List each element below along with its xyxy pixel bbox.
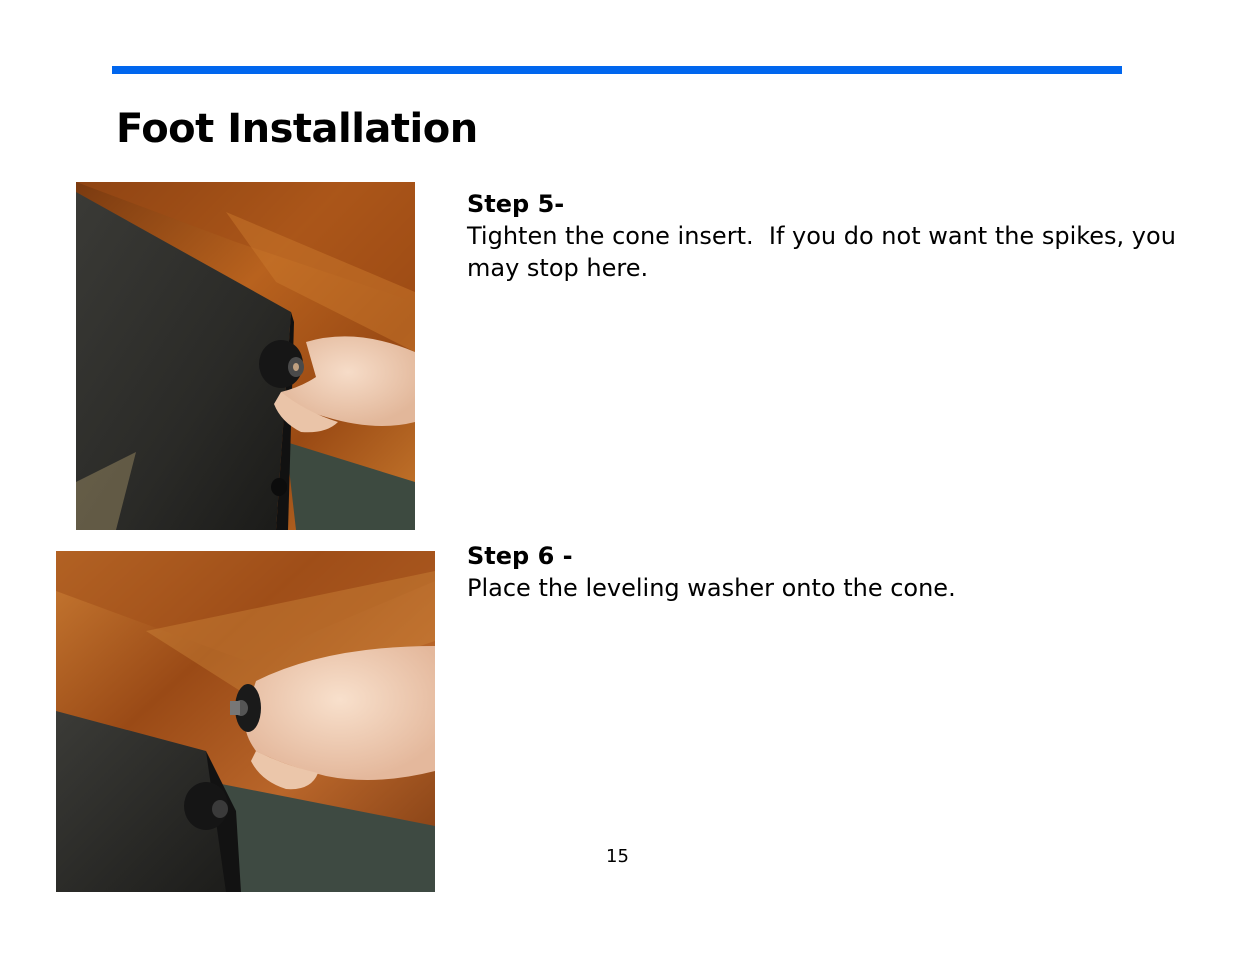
step-6-heading: Step 6 - <box>467 542 573 570</box>
page-title: Foot Installation <box>116 106 478 152</box>
hand-tightening-cone-photo <box>76 182 415 530</box>
step-5-block <box>467 188 1187 284</box>
step-5-heading: Step 5- <box>467 190 565 218</box>
step-5-text: Tighten the cone insert. If you do not want the spikes, you may stop here. <box>467 222 1184 282</box>
step-6-block <box>467 540 1187 604</box>
step-6-photo <box>56 551 435 892</box>
header-rule <box>112 66 1122 74</box>
page-number: 15 <box>606 846 629 867</box>
hand-holding-washer-photo <box>56 551 435 892</box>
step-6-text: Place the leveling washer onto the cone. <box>467 574 956 602</box>
step-5-photo <box>76 182 415 530</box>
